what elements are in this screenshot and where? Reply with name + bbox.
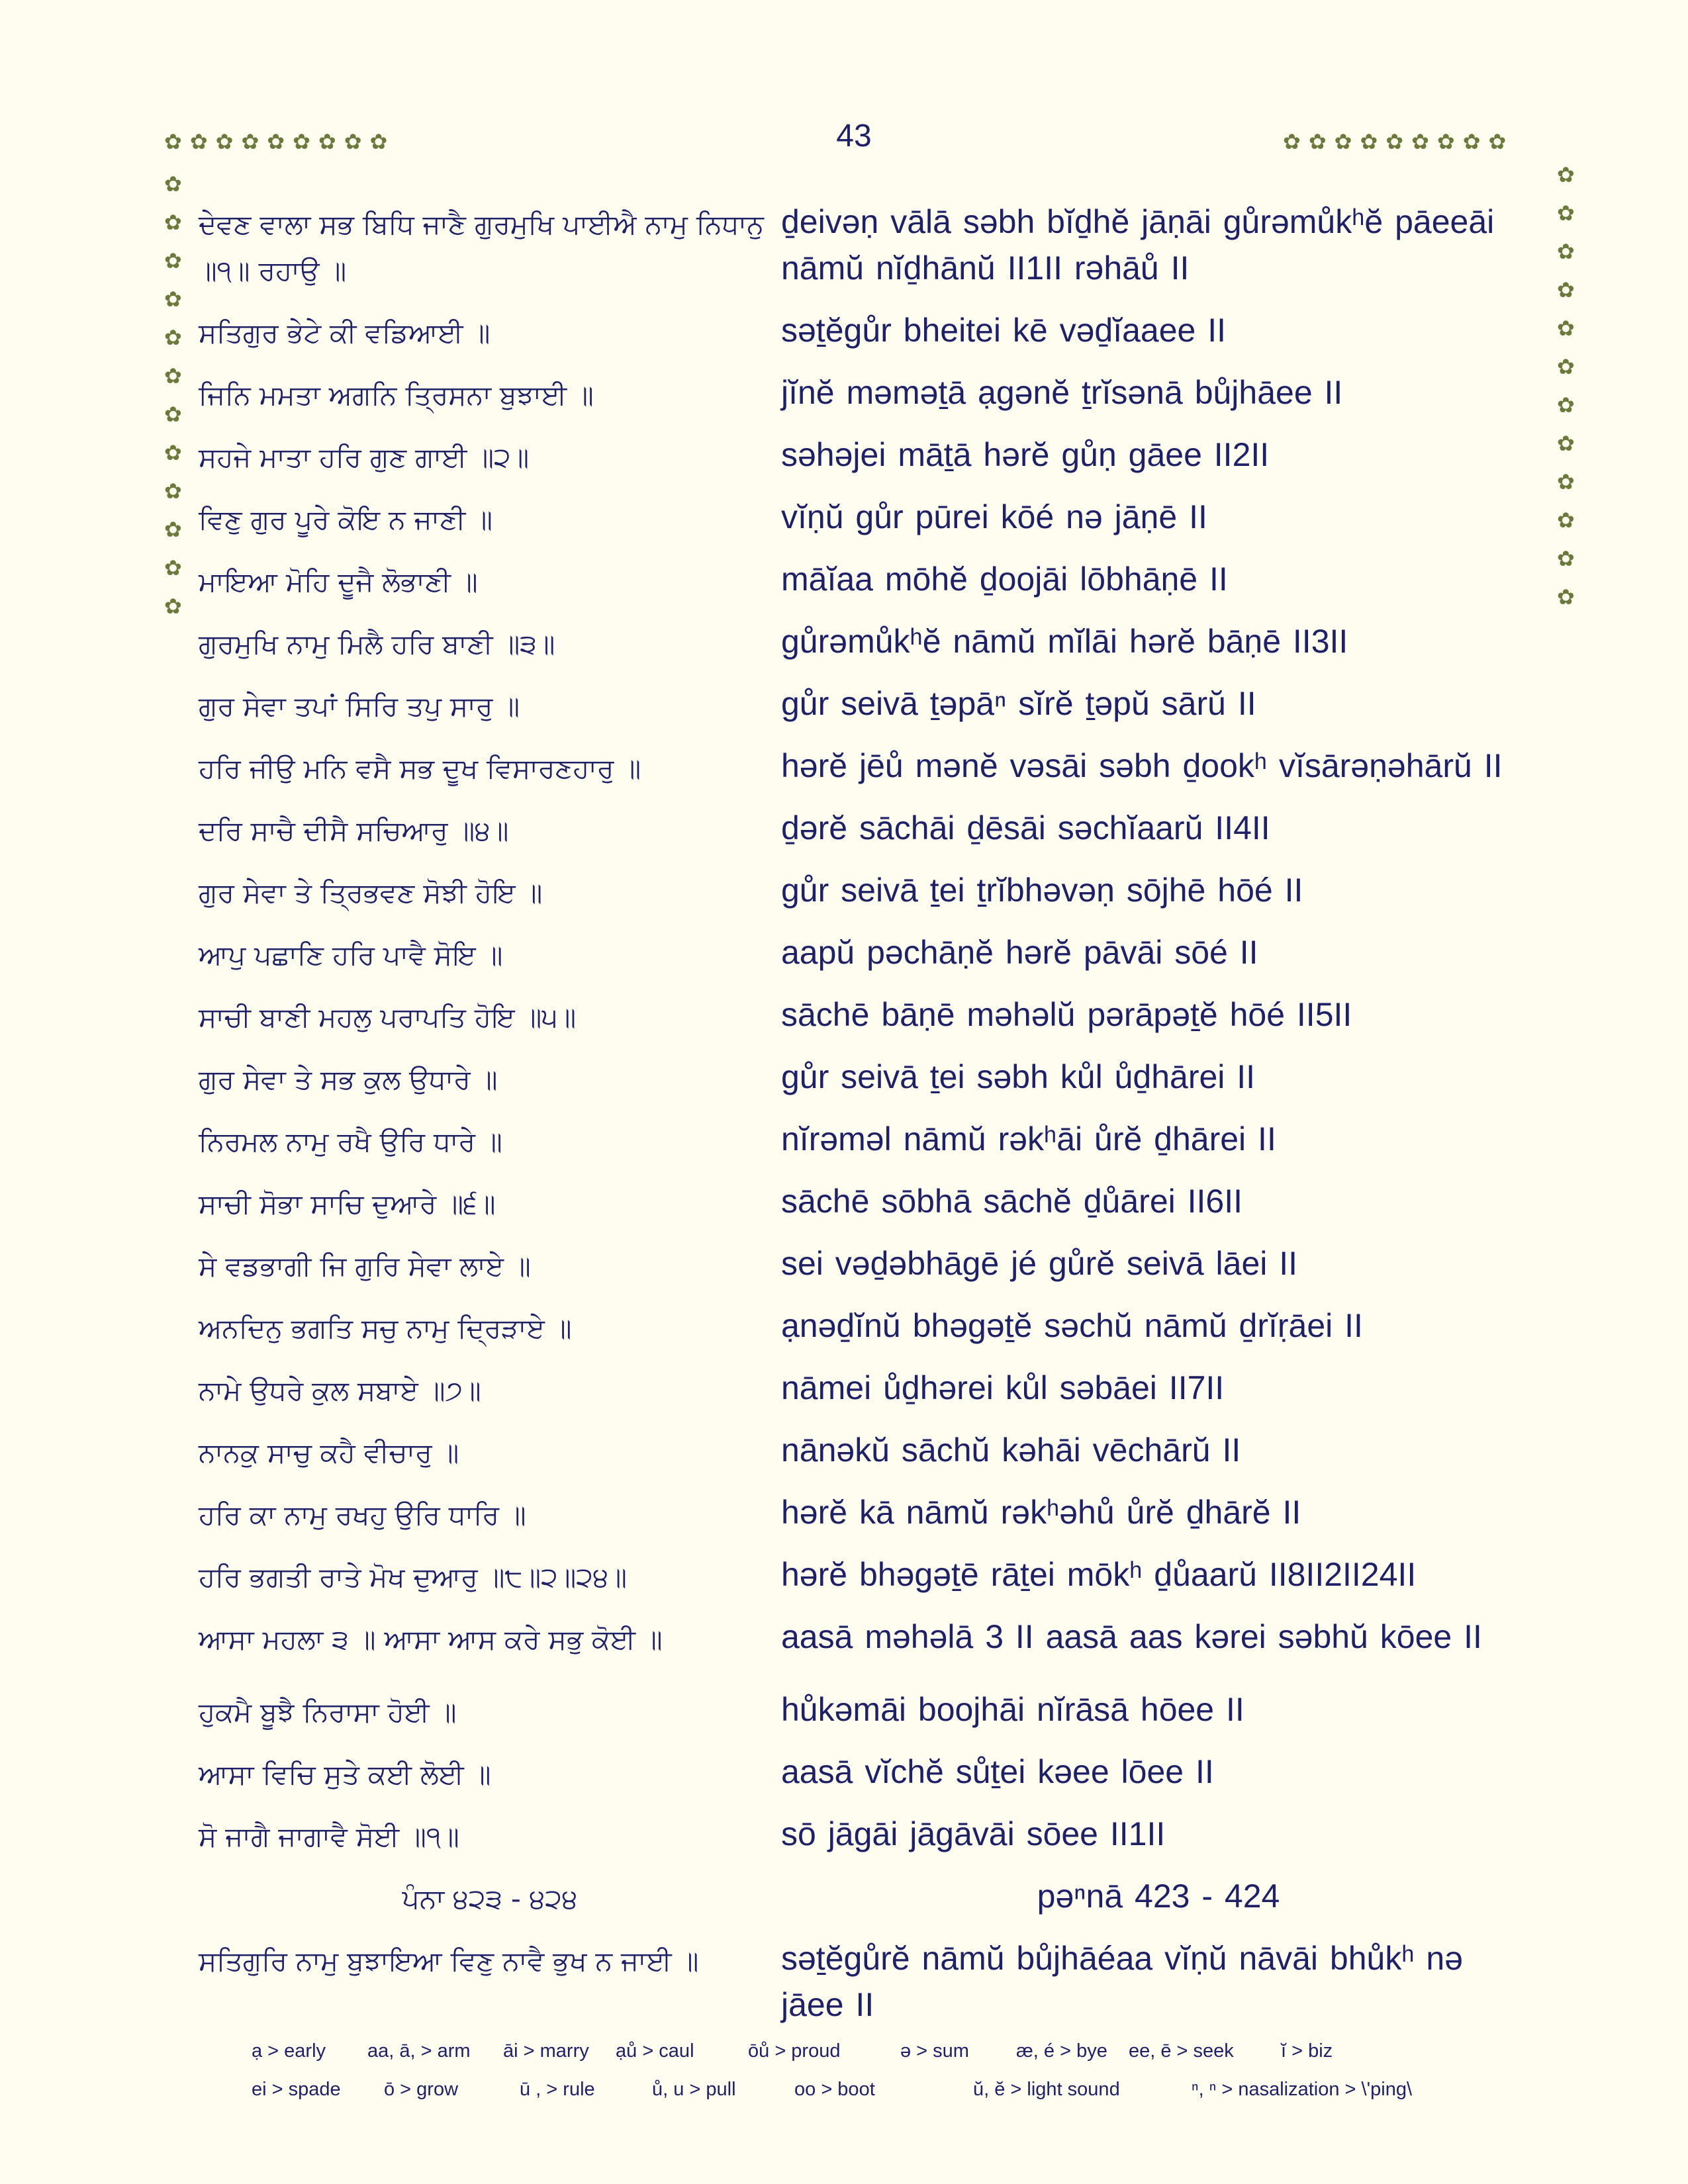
- gurmukhi-line: ਹਰਿ ਕਾ ਨਾਮੁ ਰਖਹੁ ਉਰਿ ਧਾਰਿ ॥: [199, 1499, 526, 1531]
- transliteration-line: vĭṇŭ gůr pūrei kōé nə jāṇē II: [781, 498, 1207, 535]
- legend-item: ə > sum: [900, 2040, 969, 2062]
- transliteration-line: pəⁿnā 423 - 424: [1037, 1878, 1280, 1915]
- legend-item: ŭ, ĕ > light sound: [973, 2078, 1120, 2100]
- legend-item: ů, u > pull: [652, 2078, 736, 2100]
- transliteration-line: səṯĕgůrĕ nāmŭ bůjhāéaa vĭṇŭ nāvāi bhůkʰ nə jāee II: [781, 1940, 1464, 2023]
- legend-item: ạ > early: [252, 2040, 326, 2062]
- verse-row: [199, 1178, 1536, 1227]
- gurmukhi-line: ਮਾਇਆ ਮੋਹਿ ਦੂਜੈ ਲੋਭਾਣੀ ॥: [199, 566, 478, 598]
- flower-icon: ✿: [1557, 162, 1575, 187]
- legend-item: āi > marry: [503, 2040, 589, 2062]
- top-right-flower-border: ✿✿✿✿✿✿✿✿✿: [1283, 129, 1515, 154]
- verse-row: [199, 369, 1536, 418]
- verse-row: [199, 929, 1536, 978]
- gurmukhi-line: ਨਿਰਮਲ ਨਾਮੁ ਰਖੈ ਉਰਿ ਧਾਰੇ ॥: [199, 1126, 502, 1158]
- verse-row: [199, 618, 1536, 667]
- verse-row: [199, 1427, 1536, 1476]
- gurmukhi-line: ਗੁਰ ਸੇਵਾ ਤੇ ਸਭ ਕੁਲ ਉਧਾਰੇ ॥: [199, 1064, 498, 1095]
- gurmukhi-line: ਹਰਿ ਭਗਤੀ ਰਾਤੇ ਮੋਖ ਦੁਆਰੁ ॥੮॥੨॥੨੪॥: [199, 1561, 627, 1593]
- verse-row: [199, 1935, 1536, 2028]
- transliteration-line: nānəkŭ sāchŭ kəhāi vēchārŭ II: [781, 1432, 1241, 1469]
- verse-row: [199, 494, 1536, 543]
- transliteration-line: nĭrəməl nāmŭ rəkʰāi ůrĕ ḏhārei II: [781, 1120, 1276, 1158]
- flower-icon: ✿: [1557, 392, 1575, 418]
- transliteration-line: hərĕ bhəgəṯē rāṯei mōkʰ ḏůaarŭ II8II2II24II: [781, 1556, 1417, 1593]
- flower-icon: ✿: [164, 440, 182, 465]
- legend-item: ĭ > biz: [1281, 2040, 1333, 2062]
- page-number: 43: [836, 118, 872, 154]
- legend-item: ō > grow: [384, 2078, 459, 2100]
- transliteration-line: gůr seivā ṯəpāⁿ sĭrĕ ṯəpŭ sārŭ II: [781, 685, 1256, 722]
- gurmukhi-line: ਸੇ ਵਡਭਾਗੀ ਜਿ ਗੁਰਿ ਸੇਵਾ ਲਾਏ ॥: [199, 1250, 531, 1282]
- verse-row: [199, 1749, 1536, 1797]
- flower-icon: ✿: [164, 594, 182, 619]
- gurmukhi-line: ਵਿਣੁ ਗੁਰ ਪੂਰੇ ਕੋਇ ਨ ਜਾਣੀ ॥: [199, 504, 492, 535]
- verse-row: [199, 1614, 1536, 1662]
- gurmukhi-line: ਦਰਿ ਸਾਚੈ ਦੀਸੈ ਸਚਿਆਰੁ ॥੪॥: [199, 815, 509, 846]
- verse-row: [199, 1240, 1536, 1289]
- verse-row: [199, 1302, 1536, 1351]
- transliteration-line: aasā vĭchĕ sůṯei kəee lōee II: [781, 1753, 1214, 1790]
- gurmukhi-line: ਸਾਚੀ ਬਾਣੀ ਮਹਲੁ ਪਰਾਪਤਿ ਹੋਇ ॥੫॥: [199, 1001, 577, 1033]
- flower-icon: ✿: [1557, 316, 1575, 341]
- gurmukhi-line: ਗੁਰਮੁਖਿ ਨਾਮੁ ਮਿਲੈ ਹਰਿ ਬਾਣੀ ॥੩॥: [199, 628, 555, 660]
- transliteration-line: sō jāgāi jāgāvāi sōee II1II: [781, 1815, 1166, 1852]
- legend-item: ū , > rule: [520, 2078, 595, 2100]
- transliteration-line: sāchē bāṇē məhəlŭ pərāpəṯĕ hōé II5II: [781, 996, 1352, 1033]
- verse-row: [199, 1054, 1536, 1103]
- flower-icon: ✿: [164, 210, 182, 235]
- verse-row: [199, 307, 1536, 356]
- verse-row: [199, 432, 1536, 480]
- verse-table: [199, 199, 1536, 2041]
- flower-icon: ✿: [164, 363, 182, 388]
- verse-row: [199, 1365, 1536, 1414]
- flower-icon: ✿: [1557, 201, 1575, 226]
- legend-item: aa, ā, > arm: [367, 2040, 471, 2062]
- verse-row: [199, 1551, 1536, 1600]
- legend-row: [252, 2070, 1509, 2109]
- gurmukhi-line: ਸਤਿਗੁਰਿ ਨਾਮੁ ਬੁਝਾਇਆ ਵਿਣੁ ਨਾਵੈ ਭੁਖ ਨ ਜਾਈ ॥: [199, 1945, 699, 1977]
- gurmukhi-line: ਸਤਿਗੁਰ ਭੇਟੇ ਕੀ ਵਡਿਆਈ ॥: [199, 317, 491, 349]
- gurmukhi-line: ਗੁਰ ਸੇਵਾ ਤਪਾਂ ਸਿਰਿ ਤਪੁ ਸਾਰੁ ॥: [199, 690, 520, 722]
- flower-icon: ✿: [1557, 508, 1575, 533]
- right-flower-border: [1557, 164, 1575, 608]
- transliteration-line: gůr seivā ṯei ṯrĭbhəvəṇ sōjhē hōé II: [781, 872, 1303, 909]
- gurmukhi-line: ਅਨਦਿਨੁ ਭਗਤਿ ਸਚੁ ਨਾਮੁ ਦ੍ਰਿੜਾਏ ॥: [199, 1312, 572, 1344]
- verse-row: [199, 1116, 1536, 1165]
- flower-icon: ✿: [1557, 239, 1575, 264]
- legend-item: æ, é > bye: [1016, 2040, 1107, 2062]
- transliteration-line: hůkəmāi boojhāi nĭrāsā hōee II: [781, 1691, 1244, 1728]
- flower-icon: ✿: [1557, 584, 1575, 610]
- verse-row: [199, 680, 1536, 729]
- top-left-flower-border: ✿✿✿✿✿✿✿✿✿: [164, 129, 396, 154]
- gurmukhi-line: ਪੰਨਾ ੪੨੩ - ੪੨੪: [402, 1883, 578, 1915]
- transliteration-line: nāmei ůḏhərei kůl səbāei II7II: [781, 1369, 1225, 1406]
- legend-item: ee, ē > seek: [1129, 2040, 1234, 2062]
- flower-icon: ✿: [1557, 354, 1575, 379]
- verse-row: [199, 867, 1536, 916]
- gurmukhi-line: ਨਾਨਕੁ ਸਾਚੁ ਕਹੈ ਵੀਚਾਰੁ ॥: [199, 1437, 459, 1469]
- flower-icon: ✿: [164, 555, 182, 580]
- verse-row: [199, 1686, 1536, 1735]
- page-reference-row: [199, 1873, 1536, 1922]
- legend-item: ⁿ, ⁿ > nasalization > \'ping\: [1192, 2078, 1413, 2100]
- gurmukhi-line: ਨਾਮੇ ਉਧਰੇ ਕੁਲ ਸਬਾਏ ॥੭॥: [199, 1375, 481, 1406]
- transliteration-line: ḏərĕ sāchāi ḏēsāi səchĭaarŭ II4II: [781, 809, 1270, 846]
- legend-item: ạů > caul: [616, 2040, 694, 2062]
- gurmukhi-line: ਆਪੁ ਪਛਾਣਿ ਹਰਿ ਪਾਵੈ ਸੋਇ ॥: [199, 939, 503, 971]
- transliteration-line: hərĕ kā nāmŭ rəkʰəhů ůrĕ ḏhārĕ II: [781, 1494, 1301, 1531]
- gurmukhi-line: ਸੋ ਜਾਗੈ ਜਾਗਾਵੈ ਸੋਈ ॥੧॥: [199, 1821, 459, 1852]
- transliteration-line: aasā məhəlā 3 II aasā aas kərei səbhŭ kōee II: [781, 1618, 1482, 1655]
- gurmukhi-line: ਆਸਾ ਵਿਚਿ ਸੁਤੇ ਕਈ ਲੋਈ ॥: [199, 1758, 491, 1790]
- gurmukhi-line: ਜਿਨਿ ਮਮਤਾ ਅਗਨਿ ਤ੍ਰਿਸਨਾ ਬੁਝਾਈ ॥: [199, 379, 594, 411]
- transliteration-line: səhəjei māṯā hərĕ gůṇ gāee II2II: [781, 436, 1270, 473]
- flower-icon: ✿: [164, 478, 182, 504]
- verse-row: [199, 556, 1536, 605]
- flower-icon: ✿: [1557, 277, 1575, 302]
- gurmukhi-line: ਆਸਾ ਮਹਲਾ ੩ ॥ ਆਸਾ ਆਸ ਕਰੇ ਸਭੁ ਕੋਈ ॥: [199, 1623, 663, 1655]
- flower-icon: ✿: [164, 248, 182, 273]
- gurmukhi-line: ਦੇਵਣ ਵਾਲਾ ਸਭ ਬਿਧਿ ਜਾਣੈ ਗੁਰਮੁਖਿ ਪਾਈਐ ਨਾਮੁ ਨਿਧਾਨੁ ॥੧॥ ਰਹਾਉ ॥: [199, 208, 764, 287]
- transliteration-line: sāchē sōbhā sāchĕ ḏůārei II6II: [781, 1183, 1243, 1220]
- flower-icon: ✿: [1557, 431, 1575, 456]
- verse-row: [199, 1489, 1536, 1538]
- flower-icon: ✿: [1557, 469, 1575, 494]
- flower-icon: ✿: [164, 287, 182, 312]
- gurmukhi-line: ਸਾਚੀ ਸੋਭਾ ਸਾਚਿ ਦੁਆਰੇ ॥੬॥: [199, 1188, 496, 1220]
- flower-icon: ✿: [164, 517, 182, 542]
- transliteration-line: māĭaa mōhĕ ḏoojāi lōbhāṇē II: [781, 561, 1228, 598]
- transliteration-line: jĭnĕ məməṯā ạgənĕ ṯrĭsənā bůjhāee II: [781, 374, 1343, 411]
- gurmukhi-line: ਹੁਕਮੈ ਬੂਝੈ ਨਿਰਾਸਾ ਹੋਈ ॥: [199, 1696, 457, 1728]
- verse-row: [199, 991, 1536, 1040]
- legend-row: [252, 2032, 1509, 2070]
- flower-icon: ✿: [164, 402, 182, 427]
- gurmukhi-line: ਸਹਜੇ ਮਾਤਾ ਹਰਿ ਗੁਣ ਗਾਈ ॥੨॥: [199, 441, 530, 473]
- transliteration-line: ạnəḏĭnŭ bhəgəṯĕ səchŭ nāmŭ ḏrĭṛāei II: [781, 1307, 1363, 1344]
- transliteration-line: sei vəḏəbhāgē jé gůrĕ seivā lāei II: [781, 1245, 1298, 1282]
- transliteration-line: səṯĕgůr bheitei kē vəḏĭaaee II: [781, 312, 1227, 349]
- transliteration-line: ḏeivəṇ vālā səbh bĭḏhĕ jāṇāi gůrəmůkʰĕ pāeeāi nāmŭ nĭḏhānŭ II1II rəhāů II: [781, 203, 1495, 287]
- legend-item: ei > spade: [252, 2078, 341, 2100]
- verse-row: [199, 743, 1536, 792]
- flower-icon: ✿: [1557, 546, 1575, 571]
- pronunciation-legend: [252, 2032, 1509, 2109]
- verse-row: [199, 199, 1536, 294]
- verse-row: [199, 805, 1536, 854]
- transliteration-line: gůr seivā ṯei səbh kůl ůḏhārei II: [781, 1058, 1256, 1095]
- gurmukhi-line: ਗੁਰ ਸੇਵਾ ਤੇ ਤ੍ਰਿਭਵਣ ਸੋਝੀ ਹੋਇ ॥: [199, 877, 543, 909]
- transliteration-line: aapŭ pəchāṇĕ hərĕ pāvāi sōé II: [781, 934, 1258, 971]
- transliteration-line: hərĕ jēů mənĕ vəsāi səbh ḏookʰ vĭsārəṇəhārŭ II: [781, 747, 1503, 784]
- legend-item: oo > boot: [794, 2078, 875, 2100]
- gurmukhi-line: ਹਰਿ ਜੀਉ ਮਨਿ ਵਸੈ ਸਭ ਦੂਖ ਵਿਸਾਰਣਹਾਰੁ ॥: [199, 752, 641, 784]
- transliteration-line: gůrəmůkʰĕ nāmŭ mĭlāi hərĕ bāṇē II3II: [781, 623, 1348, 660]
- left-flower-border: [164, 173, 182, 617]
- verse-row: [199, 1811, 1536, 1860]
- flower-icon: ✿: [164, 171, 182, 197]
- flower-icon: ✿: [164, 325, 182, 350]
- legend-item: ōů > proud: [748, 2040, 841, 2062]
